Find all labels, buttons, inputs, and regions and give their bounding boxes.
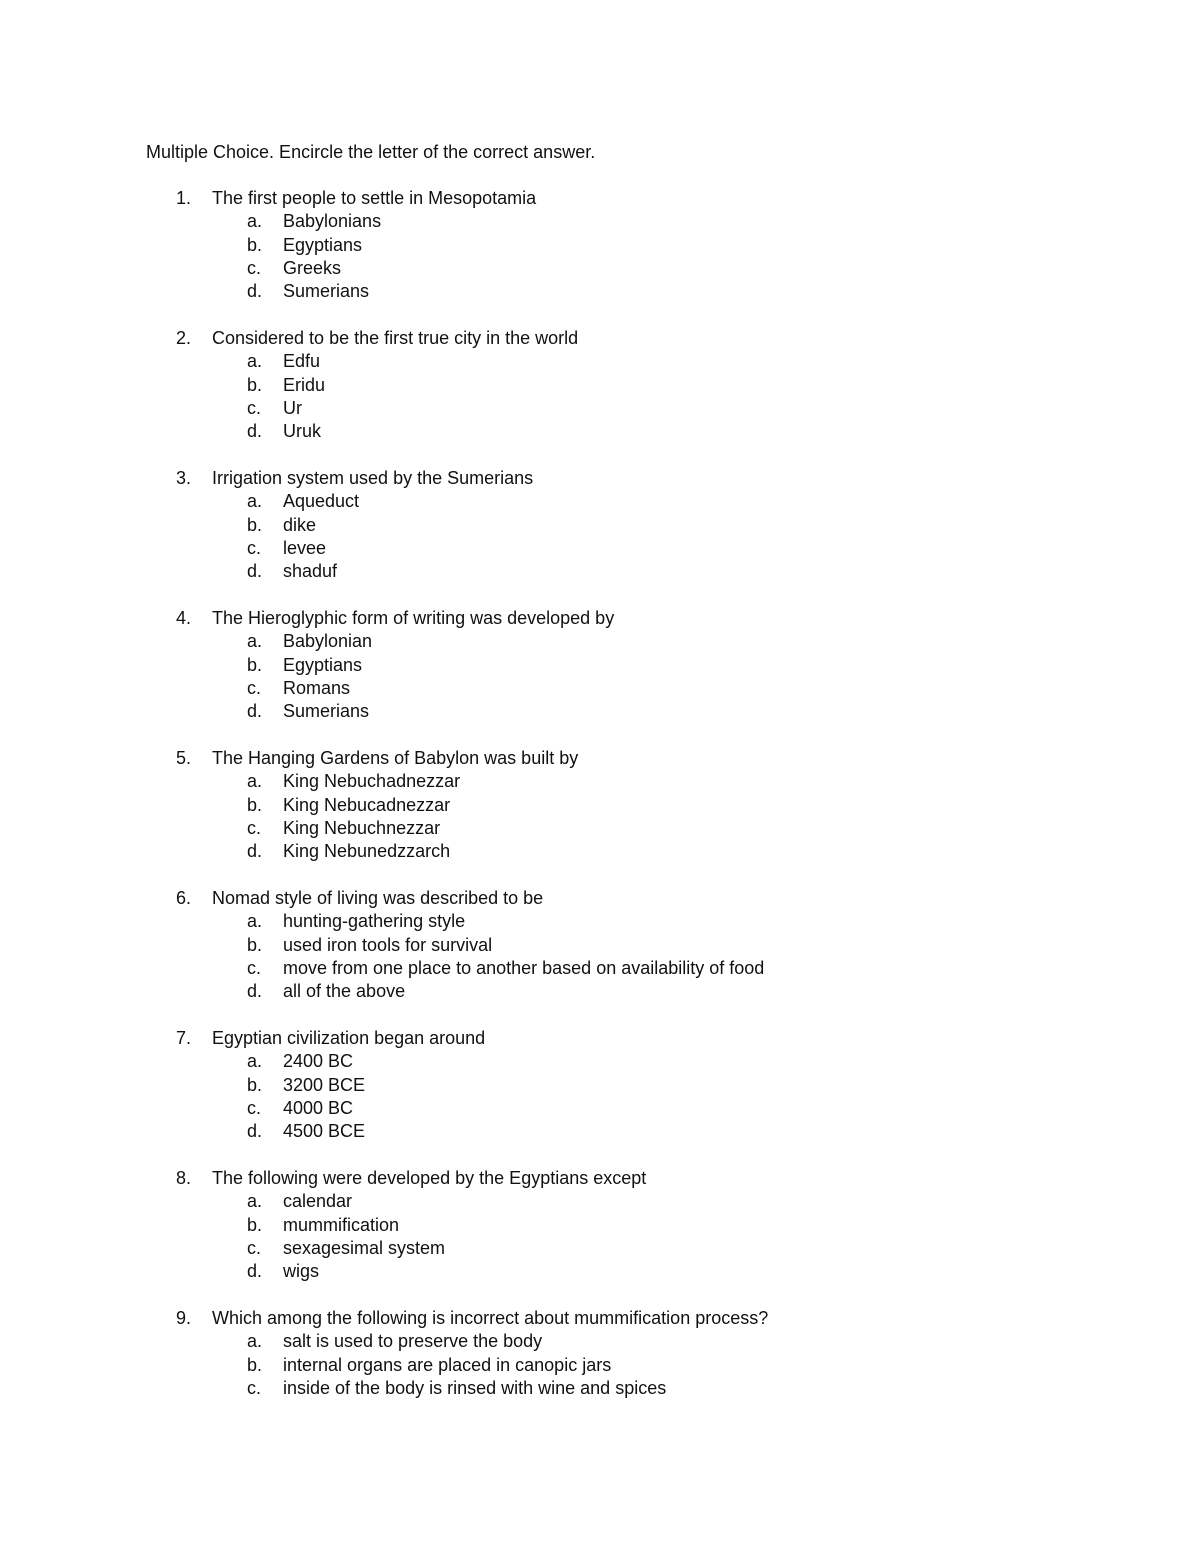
option-text: wigs <box>283 1261 320 1282</box>
option-text: 2400 BC <box>283 1051 354 1072</box>
answer-option <box>0 374 1200 397</box>
question-number: 6. <box>176 888 192 908</box>
option-letter: d. <box>247 1261 263 1282</box>
question <box>0 887 1200 1027</box>
question-number: 5. <box>176 748 192 768</box>
option-letter: b. <box>247 794 263 815</box>
option-letter: c. <box>247 257 262 278</box>
option-letter: c. <box>247 1377 262 1398</box>
option-text: sexagesimal system <box>283 1237 446 1258</box>
option-letter: b. <box>247 1214 263 1235</box>
option-letter: a. <box>247 351 263 372</box>
answer-option <box>0 420 1200 443</box>
answer-option <box>0 280 1200 303</box>
answer-option <box>0 1330 1200 1353</box>
question-row <box>0 887 1200 910</box>
answer-option <box>0 700 1200 723</box>
option-letter: b. <box>247 374 263 395</box>
option-text: hunting-gathering style <box>283 911 466 932</box>
question-row <box>0 467 1200 490</box>
question <box>0 187 1200 327</box>
option-letter: d. <box>247 281 263 302</box>
option-letter: b. <box>247 654 263 675</box>
question-number: 8. <box>176 1168 192 1188</box>
option-letter: b. <box>247 514 263 535</box>
question-number: 9. <box>176 1308 192 1328</box>
option-text: Eridu <box>283 374 326 395</box>
option-letter: a. <box>247 631 263 652</box>
option-text: shaduf <box>283 561 338 582</box>
option-text: Aqueduct <box>283 491 360 512</box>
answer-option <box>0 1120 1200 1143</box>
option-letter: d. <box>247 701 263 722</box>
question <box>0 467 1200 607</box>
option-letter: b. <box>247 934 263 955</box>
answer-option <box>0 934 1200 957</box>
option-letter: d. <box>247 981 263 1002</box>
option-text: used iron tools for survival <box>283 934 493 955</box>
answer-option <box>0 770 1200 793</box>
answer-option <box>0 210 1200 233</box>
option-text: levee <box>283 537 327 558</box>
option-letter: b. <box>247 234 263 255</box>
question-row <box>0 327 1200 350</box>
option-letter: c. <box>247 957 262 978</box>
option-letter: a. <box>247 1191 263 1212</box>
question-list <box>0 187 1200 1447</box>
option-text: Greeks <box>283 257 342 278</box>
answer-option <box>0 840 1200 863</box>
answer-option <box>0 257 1200 280</box>
question-text: The Hanging Gardens of Babylon was built by <box>212 748 579 768</box>
answer-option <box>0 910 1200 933</box>
option-text: Sumerians <box>283 701 370 722</box>
answer-option <box>0 560 1200 583</box>
option-letter: a. <box>247 1331 263 1352</box>
answer-option <box>0 1190 1200 1213</box>
answer-option <box>0 1050 1200 1073</box>
question <box>0 1167 1200 1307</box>
option-text: Babylonian <box>283 631 373 652</box>
answer-option <box>0 1377 1200 1400</box>
option-text: mummification <box>283 1214 400 1235</box>
answer-option <box>0 514 1200 537</box>
option-letter: b. <box>247 1354 263 1375</box>
option-letter: c. <box>247 397 262 418</box>
question-row <box>0 1307 1200 1330</box>
question-number: 7. <box>176 1028 192 1048</box>
answer-option <box>0 1260 1200 1283</box>
option-text: internal organs are placed in canopic jars <box>283 1354 612 1375</box>
question-row <box>0 1027 1200 1050</box>
question-number: 4. <box>176 608 192 628</box>
answer-option <box>0 654 1200 677</box>
option-text: King Nebuchadnezzar <box>283 771 461 792</box>
question-text: Considered to be the first true city in the world <box>212 328 579 348</box>
option-text: Sumerians <box>283 281 370 302</box>
option-text: Egyptians <box>283 654 363 675</box>
option-text: inside of the body is rinsed with wine and spices <box>283 1377 667 1398</box>
option-text: calendar <box>283 1191 353 1212</box>
option-letter: d. <box>247 421 263 442</box>
question <box>0 607 1200 747</box>
instructions: Multiple Choice. Encircle the letter of the correct answer. <box>146 142 596 162</box>
option-letter: a. <box>247 911 263 932</box>
option-text: Edfu <box>283 351 321 372</box>
answer-option <box>0 1354 1200 1377</box>
option-letter: d. <box>247 1121 263 1142</box>
answer-option <box>0 957 1200 980</box>
option-text: Babylonians <box>283 211 382 232</box>
option-letter: d. <box>247 561 263 582</box>
option-text: King Nebunedzzarch <box>283 841 451 862</box>
answer-option <box>0 630 1200 653</box>
option-text: King Nebucadnezzar <box>283 794 451 815</box>
question <box>0 747 1200 887</box>
answer-option <box>0 234 1200 257</box>
answer-option <box>0 1237 1200 1260</box>
question-text: The Hieroglyphic form of writing was developed by <box>212 608 615 628</box>
question-number: 1. <box>176 188 192 208</box>
option-letter: a. <box>247 1051 263 1072</box>
option-text: dike <box>283 514 317 535</box>
option-letter: c. <box>247 537 262 558</box>
answer-option <box>0 1074 1200 1097</box>
question-row <box>0 747 1200 770</box>
question-text: The first people to settle in Mesopotamia <box>212 188 537 208</box>
option-letter: c. <box>247 817 262 838</box>
option-letter: a. <box>247 211 263 232</box>
option-text: Egyptians <box>283 234 363 255</box>
question <box>0 327 1200 467</box>
question <box>0 1307 1200 1447</box>
option-text: salt is used to preserve the body <box>283 1331 543 1352</box>
answer-option <box>0 350 1200 373</box>
answer-option <box>0 817 1200 840</box>
option-letter: a. <box>247 491 263 512</box>
answer-option <box>0 1214 1200 1237</box>
option-letter: d. <box>247 841 263 862</box>
question-text: Irrigation system used by the Sumerians <box>212 468 534 488</box>
question <box>0 1027 1200 1167</box>
option-letter: c. <box>247 1097 262 1118</box>
answer-option <box>0 490 1200 513</box>
option-text: 4500 BCE <box>283 1121 366 1142</box>
answer-option <box>0 677 1200 700</box>
answer-option <box>0 397 1200 420</box>
option-letter: c. <box>247 1237 262 1258</box>
option-text: all of the above <box>283 981 406 1002</box>
question-text: Egyptian civilization began around <box>212 1028 486 1048</box>
answer-option <box>0 980 1200 1003</box>
question-row <box>0 607 1200 630</box>
option-letter: c. <box>247 677 262 698</box>
option-text: Uruk <box>283 421 322 442</box>
question-row <box>0 187 1200 210</box>
option-letter: b. <box>247 1074 263 1095</box>
option-text: 4000 BC <box>283 1097 354 1118</box>
answer-option <box>0 537 1200 560</box>
question-number: 2. <box>176 328 192 348</box>
option-letter: a. <box>247 771 263 792</box>
question-text: Which among the following is incorrect about mummification process? <box>212 1308 769 1328</box>
option-text: move from one place to another based on availability of food <box>283 957 765 978</box>
option-text: 3200 BCE <box>283 1074 366 1095</box>
question-number: 3. <box>176 468 192 488</box>
answer-option <box>0 1097 1200 1120</box>
question-row <box>0 1167 1200 1190</box>
option-text: Ur <box>283 397 302 418</box>
question-text: The following were developed by the Egyptians except <box>212 1168 647 1188</box>
option-text: Romans <box>283 677 351 698</box>
answer-option <box>0 794 1200 817</box>
option-text: King Nebuchnezzar <box>283 817 441 838</box>
question-text: Nomad style of living was described to be <box>212 888 544 908</box>
